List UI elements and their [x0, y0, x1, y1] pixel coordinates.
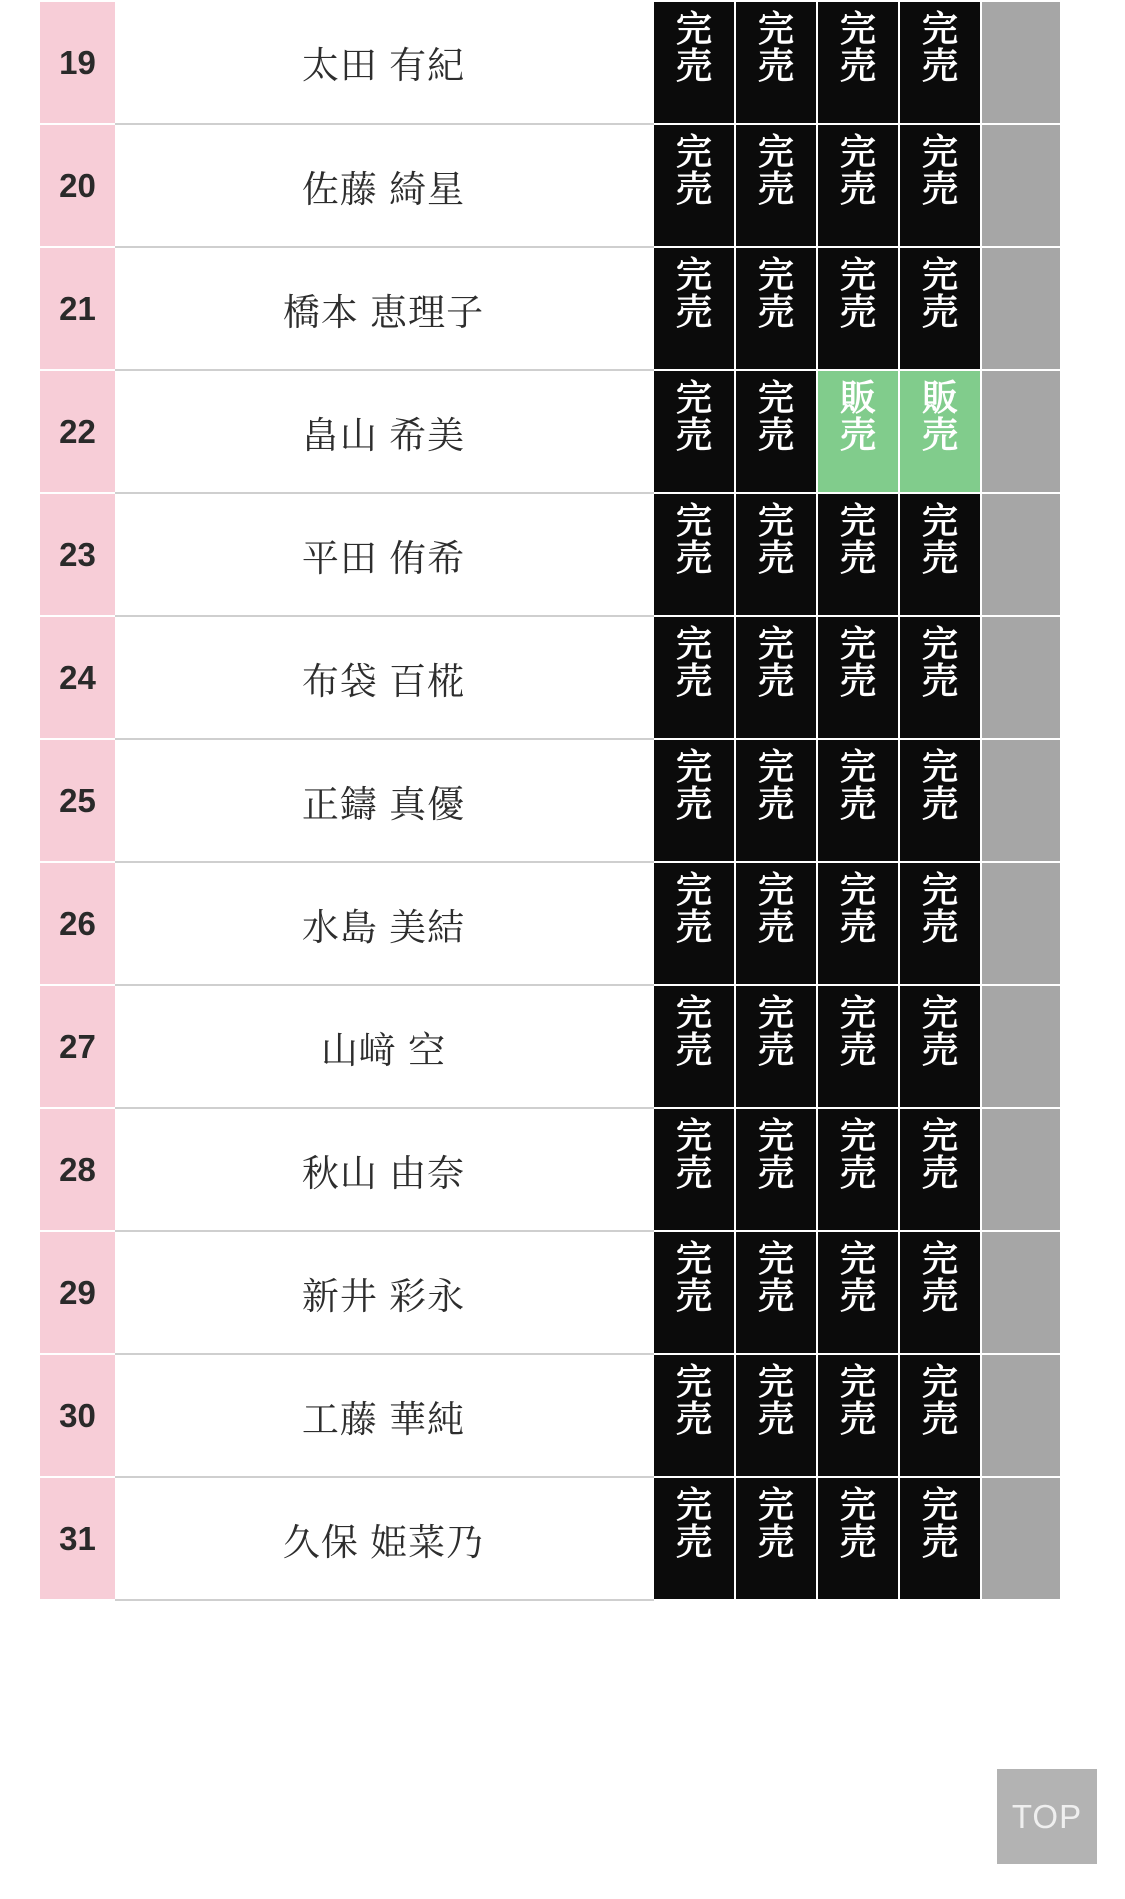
table-row — [0, 616, 1064, 739]
status-badge-char: 売 — [921, 45, 958, 87]
slot-soldout-cell — [653, 1108, 735, 1231]
status-badge-char: 完 — [675, 869, 712, 910]
row-tail-spacer — [981, 1, 1064, 124]
row-left-gap — [0, 1231, 40, 1354]
status-badge-char: 売 — [839, 906, 876, 948]
status-badge-soldout — [818, 494, 898, 615]
status-badge-char: 完 — [757, 869, 794, 910]
status-badge-soldout — [654, 494, 734, 615]
row-number: 26 — [40, 862, 115, 985]
row-tail-spacer — [981, 370, 1064, 493]
status-badge-soldout — [654, 1478, 734, 1599]
status-badge-char: 完 — [839, 992, 876, 1033]
status-badge-available — [818, 371, 898, 492]
status-badge-char: 売 — [839, 660, 876, 702]
status-badge-char: 完 — [757, 623, 794, 664]
slot-available-cell[interactable] — [817, 370, 899, 493]
slot-soldout-cell — [817, 985, 899, 1108]
schedule-table-body — [0, 1, 1064, 1600]
status-badge-char: 完 — [839, 131, 876, 172]
status-badge-char: 売 — [757, 537, 794, 579]
status-badge-char: 売 — [839, 783, 876, 825]
slot-soldout-cell — [817, 247, 899, 370]
row-left-gap — [0, 1354, 40, 1477]
slot-soldout-cell — [899, 616, 981, 739]
slot-soldout-cell — [653, 985, 735, 1108]
row-tail-spacer — [981, 1231, 1064, 1354]
status-badge-char: 売 — [757, 168, 794, 210]
slot-soldout-cell — [735, 1108, 817, 1231]
row-number: 20 — [40, 124, 115, 247]
row-left-gap — [0, 739, 40, 862]
status-badge-char: 完 — [921, 623, 958, 664]
status-badge-char: 完 — [839, 746, 876, 787]
status-badge-char: 売 — [675, 1275, 712, 1317]
status-badge-char: 完 — [839, 500, 876, 541]
status-badge-soldout — [900, 1232, 980, 1353]
status-badge-char: 完 — [839, 869, 876, 910]
member-name: 正鑄 真優 — [115, 739, 653, 862]
row-tail-spacer — [981, 739, 1064, 862]
status-badge-char: 売 — [921, 1152, 958, 1194]
status-badge-soldout — [736, 740, 816, 861]
status-badge-char: 完 — [757, 1484, 794, 1525]
slot-soldout-cell — [817, 1, 899, 124]
slot-soldout-cell — [899, 124, 981, 247]
table-row — [0, 1477, 1064, 1600]
slot-soldout-cell — [817, 124, 899, 247]
status-badge-char: 完 — [675, 254, 712, 295]
row-left-gap — [0, 1, 40, 124]
status-badge-char: 完 — [675, 131, 712, 172]
status-badge-soldout — [818, 740, 898, 861]
slot-soldout-cell — [653, 1, 735, 124]
status-badge-char: 売 — [839, 168, 876, 210]
slot-soldout-cell — [735, 1231, 817, 1354]
slot-soldout-cell — [899, 1108, 981, 1231]
slot-soldout-cell — [735, 493, 817, 616]
row-number: 27 — [40, 985, 115, 1108]
status-badge-char: 売 — [921, 291, 958, 333]
status-badge-char: 売 — [921, 168, 958, 210]
status-badge-soldout — [654, 617, 734, 738]
status-badge-soldout — [736, 1355, 816, 1476]
slot-soldout-cell — [899, 1, 981, 124]
status-badge-soldout — [654, 1109, 734, 1230]
status-badge-char: 完 — [921, 992, 958, 1033]
slot-soldout-cell — [653, 1477, 735, 1600]
status-badge-char: 売 — [921, 783, 958, 825]
status-badge-soldout — [818, 1232, 898, 1353]
status-badge-char: 売 — [757, 45, 794, 87]
status-badge-char: 売 — [675, 906, 712, 948]
table-row — [0, 370, 1064, 493]
status-badge-char: 売 — [839, 45, 876, 87]
status-badge-soldout — [654, 740, 734, 861]
status-badge-soldout — [900, 248, 980, 369]
status-badge-soldout — [818, 863, 898, 984]
status-badge-soldout — [654, 863, 734, 984]
status-badge-char: 完 — [675, 1238, 712, 1279]
slot-soldout-cell — [653, 1231, 735, 1354]
status-badge-char: 売 — [839, 537, 876, 579]
status-badge-char: 完 — [757, 500, 794, 541]
member-name: 久保 姫菜乃 — [115, 1477, 653, 1600]
slot-soldout-cell — [899, 493, 981, 616]
row-tail-spacer — [981, 862, 1064, 985]
status-badge-char: 完 — [921, 131, 958, 172]
status-badge-char: 完 — [757, 1238, 794, 1279]
table-row — [0, 862, 1064, 985]
slot-soldout-cell — [817, 616, 899, 739]
slot-soldout-cell — [735, 1477, 817, 1600]
table-row — [0, 1354, 1064, 1477]
status-badge-char: 売 — [839, 1521, 876, 1563]
status-badge-char: 売 — [921, 1521, 958, 1563]
status-badge-char: 完 — [675, 1361, 712, 1402]
status-badge-char: 売 — [839, 414, 876, 456]
member-name: 佐藤 綺星 — [115, 124, 653, 247]
member-name: 布袋 百椛 — [115, 616, 653, 739]
status-badge-soldout — [900, 617, 980, 738]
status-badge-soldout — [654, 1355, 734, 1476]
member-name: 畠山 希美 — [115, 370, 653, 493]
member-name: 平田 侑希 — [115, 493, 653, 616]
status-badge-char: 売 — [675, 1521, 712, 1563]
status-badge-char: 売 — [757, 783, 794, 825]
status-badge-soldout — [818, 2, 898, 123]
status-badge-char: 完 — [675, 1484, 712, 1525]
status-badge-soldout — [736, 1478, 816, 1599]
status-badge-char: 売 — [921, 906, 958, 948]
slot-soldout-cell — [735, 985, 817, 1108]
slot-soldout-cell — [735, 862, 817, 985]
row-tail-spacer — [981, 616, 1064, 739]
slot-soldout-cell — [817, 1354, 899, 1477]
status-badge-char: 完 — [921, 746, 958, 787]
status-badge-soldout — [900, 494, 980, 615]
table-row — [0, 985, 1064, 1108]
status-badge-char: 完 — [757, 8, 794, 49]
status-badge-soldout — [900, 1109, 980, 1230]
status-badge-char: 売 — [675, 168, 712, 210]
status-badge-char: 売 — [675, 783, 712, 825]
row-number: 24 — [40, 616, 115, 739]
status-badge-char: 完 — [921, 1484, 958, 1525]
slot-available-cell[interactable] — [899, 370, 981, 493]
status-badge-char: 売 — [675, 1029, 712, 1071]
status-badge-char: 売 — [757, 1152, 794, 1194]
status-badge-char: 売 — [675, 414, 712, 456]
status-badge-char: 売 — [675, 537, 712, 579]
status-badge-char: 完 — [921, 869, 958, 910]
status-badge-soldout — [654, 125, 734, 246]
member-name: 工藤 華純 — [115, 1354, 653, 1477]
row-number: 22 — [40, 370, 115, 493]
status-badge-char: 販 — [839, 377, 876, 418]
status-badge-soldout — [654, 371, 734, 492]
member-name: 新井 彩永 — [115, 1231, 653, 1354]
row-left-gap — [0, 862, 40, 985]
table-row — [0, 247, 1064, 370]
status-badge-char: 売 — [921, 660, 958, 702]
status-badge-available — [900, 371, 980, 492]
status-badge-char: 売 — [757, 1275, 794, 1317]
slot-soldout-cell — [817, 493, 899, 616]
row-left-gap — [0, 1108, 40, 1231]
status-badge-char: 完 — [921, 8, 958, 49]
row-tail-spacer — [981, 1354, 1064, 1477]
row-number: 31 — [40, 1477, 115, 1600]
slot-soldout-cell — [899, 1477, 981, 1600]
status-badge-char: 完 — [675, 992, 712, 1033]
status-badge-char: 売 — [839, 1275, 876, 1317]
status-badge-char: 完 — [675, 8, 712, 49]
slot-soldout-cell — [735, 739, 817, 862]
status-badge-char: 売 — [757, 906, 794, 948]
table-row — [0, 1231, 1064, 1354]
status-badge-soldout — [818, 986, 898, 1107]
slot-soldout-cell — [817, 739, 899, 862]
status-badge-soldout — [654, 1232, 734, 1353]
slot-soldout-cell — [653, 493, 735, 616]
status-badge-soldout — [736, 986, 816, 1107]
slot-soldout-cell — [817, 862, 899, 985]
status-badge-char: 完 — [757, 131, 794, 172]
row-left-gap — [0, 616, 40, 739]
status-badge-char: 完 — [921, 500, 958, 541]
slot-soldout-cell — [735, 247, 817, 370]
status-badge-char: 完 — [839, 623, 876, 664]
status-badge-char: 売 — [839, 1398, 876, 1440]
member-name: 橋本 恵理子 — [115, 247, 653, 370]
status-badge-soldout — [900, 2, 980, 123]
member-name: 水島 美結 — [115, 862, 653, 985]
scroll-to-top-button[interactable]: TOP — [997, 1769, 1097, 1864]
status-badge-soldout — [736, 617, 816, 738]
row-left-gap — [0, 370, 40, 493]
member-name: 太田 有紀 — [115, 1, 653, 124]
status-badge-char: 完 — [921, 1361, 958, 1402]
status-badge-char: 完 — [921, 1238, 958, 1279]
status-badge-soldout — [818, 125, 898, 246]
status-badge-char: 完 — [839, 1115, 876, 1156]
row-left-gap — [0, 493, 40, 616]
status-badge-char: 売 — [757, 291, 794, 333]
status-badge-char: 完 — [757, 1115, 794, 1156]
slot-soldout-cell — [899, 862, 981, 985]
status-badge-soldout — [900, 740, 980, 861]
status-badge-char: 完 — [757, 377, 794, 418]
status-badge-soldout — [818, 1478, 898, 1599]
row-left-gap — [0, 124, 40, 247]
slot-soldout-cell — [817, 1477, 899, 1600]
status-badge-soldout — [900, 863, 980, 984]
row-tail-spacer — [981, 1477, 1064, 1600]
status-badge-soldout — [654, 248, 734, 369]
table-row — [0, 493, 1064, 616]
status-badge-char: 完 — [757, 992, 794, 1033]
row-tail-spacer — [981, 493, 1064, 616]
status-badge-soldout — [900, 986, 980, 1107]
table-row — [0, 1108, 1064, 1231]
status-badge-char: 完 — [675, 623, 712, 664]
right-gutter — [1060, 0, 1125, 1899]
status-badge-soldout — [654, 986, 734, 1107]
row-left-gap — [0, 985, 40, 1108]
status-badge-soldout — [736, 1109, 816, 1230]
status-badge-char: 完 — [675, 746, 712, 787]
slot-soldout-cell — [653, 616, 735, 739]
slot-soldout-cell — [653, 247, 735, 370]
status-badge-char: 売 — [757, 1029, 794, 1071]
member-name: 秋山 由奈 — [115, 1108, 653, 1231]
status-badge-char: 完 — [757, 746, 794, 787]
slot-soldout-cell — [817, 1231, 899, 1354]
row-tail-spacer — [981, 985, 1064, 1108]
status-badge-soldout — [736, 248, 816, 369]
status-badge-char: 売 — [757, 414, 794, 456]
status-badge-char: 売 — [675, 291, 712, 333]
row-number: 28 — [40, 1108, 115, 1231]
row-number: 29 — [40, 1231, 115, 1354]
status-badge-soldout — [900, 125, 980, 246]
status-badge-char: 完 — [839, 1361, 876, 1402]
status-badge-char: 売 — [675, 1398, 712, 1440]
status-badge-char: 完 — [675, 377, 712, 418]
status-badge-char: 完 — [839, 1484, 876, 1525]
slot-soldout-cell — [735, 370, 817, 493]
slot-soldout-cell — [899, 739, 981, 862]
row-tail-spacer — [981, 124, 1064, 247]
status-badge-char: 完 — [675, 1115, 712, 1156]
row-number: 19 — [40, 1, 115, 124]
status-badge-char: 売 — [675, 1152, 712, 1194]
status-badge-soldout — [736, 125, 816, 246]
status-badge-char: 売 — [921, 414, 958, 456]
slot-soldout-cell — [653, 1354, 735, 1477]
status-badge-char: 売 — [839, 1152, 876, 1194]
row-tail-spacer — [981, 247, 1064, 370]
status-badge-char: 売 — [757, 660, 794, 702]
status-badge-soldout — [818, 248, 898, 369]
status-badge-char: 売 — [757, 1398, 794, 1440]
status-badge-soldout — [900, 1355, 980, 1476]
table-row — [0, 739, 1064, 862]
status-badge-soldout — [654, 2, 734, 123]
status-badge-char: 完 — [757, 254, 794, 295]
status-badge-char: 売 — [757, 1521, 794, 1563]
row-tail-spacer — [981, 1108, 1064, 1231]
status-badge-char: 販 — [921, 377, 958, 418]
status-badge-soldout — [818, 1355, 898, 1476]
slot-soldout-cell — [653, 370, 735, 493]
status-badge-soldout — [818, 1109, 898, 1230]
table-row — [0, 1, 1064, 124]
status-badge-char: 完 — [675, 500, 712, 541]
slot-soldout-cell — [899, 1231, 981, 1354]
member-name: 山﨑 空 — [115, 985, 653, 1108]
status-badge-char: 売 — [921, 1029, 958, 1071]
status-badge-char: 完 — [757, 1361, 794, 1402]
status-badge-char: 売 — [921, 1275, 958, 1317]
row-number: 25 — [40, 739, 115, 862]
status-badge-char: 売 — [921, 537, 958, 579]
row-number: 30 — [40, 1354, 115, 1477]
status-badge-char: 売 — [675, 660, 712, 702]
row-left-gap — [0, 1477, 40, 1600]
slot-soldout-cell — [653, 739, 735, 862]
slot-soldout-cell — [817, 1108, 899, 1231]
slot-soldout-cell — [735, 124, 817, 247]
status-badge-char: 完 — [839, 254, 876, 295]
status-badge-char: 売 — [675, 45, 712, 87]
slot-soldout-cell — [899, 1354, 981, 1477]
row-number: 21 — [40, 247, 115, 370]
row-left-gap — [0, 247, 40, 370]
status-badge-char: 完 — [839, 1238, 876, 1279]
status-badge-soldout — [818, 617, 898, 738]
status-badge-soldout — [736, 1232, 816, 1353]
slot-soldout-cell — [899, 247, 981, 370]
status-badge-char: 完 — [839, 8, 876, 49]
slot-soldout-cell — [735, 1354, 817, 1477]
table-row — [0, 124, 1064, 247]
status-badge-soldout — [900, 1478, 980, 1599]
status-badge-char: 完 — [921, 1115, 958, 1156]
status-badge-soldout — [736, 494, 816, 615]
slot-soldout-cell — [653, 862, 735, 985]
status-badge-soldout — [736, 371, 816, 492]
slot-soldout-cell — [735, 1, 817, 124]
status-badge-soldout — [736, 2, 816, 123]
status-badge-char: 完 — [921, 254, 958, 295]
status-badge-char: 売 — [921, 1398, 958, 1440]
slot-soldout-cell — [653, 124, 735, 247]
row-number: 23 — [40, 493, 115, 616]
status-badge-soldout — [736, 863, 816, 984]
slot-soldout-cell — [735, 616, 817, 739]
status-badge-char: 売 — [839, 291, 876, 333]
slot-soldout-cell — [899, 985, 981, 1108]
status-badge-char: 売 — [839, 1029, 876, 1071]
